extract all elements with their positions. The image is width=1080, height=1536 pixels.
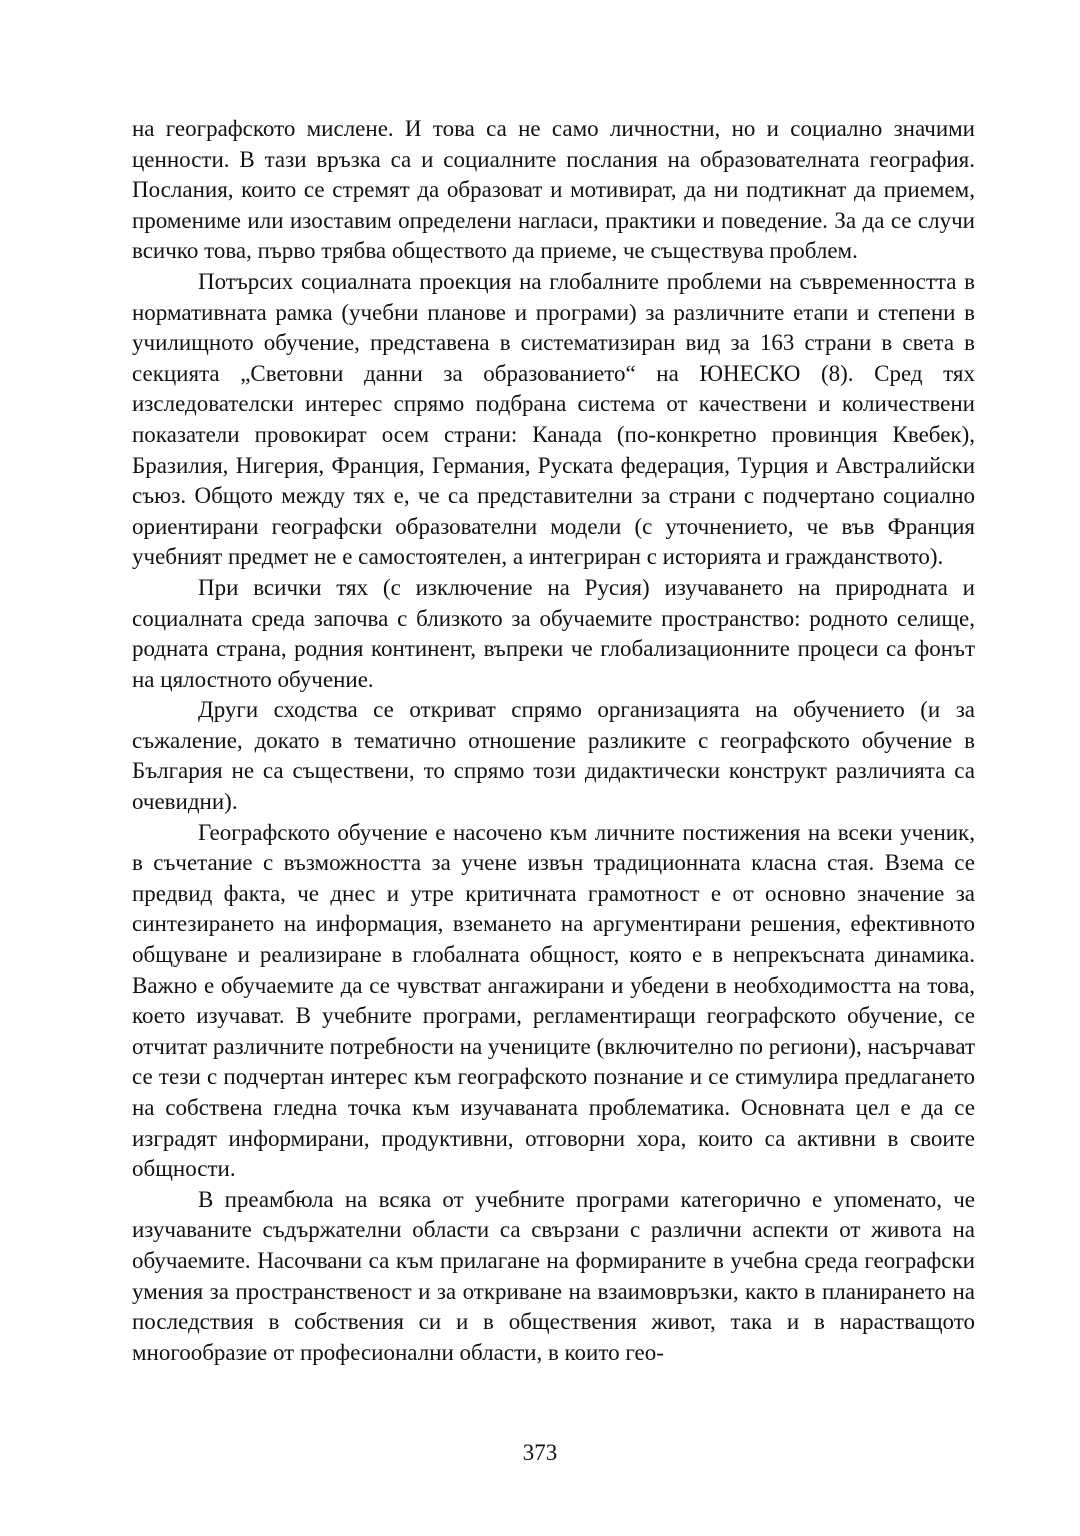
- body-text: [132, 114, 975, 1368]
- paragraph-continuation: на географското мислене. И това са не само личностни, но и социално значими ценности. В тази връзка са и социалните послания на образователната география. Послания, които се стремят да образоват и мотивират, да ни подтикнат да приемем, промениме или изоставим определени нагласи, практики и поведение. За да се случи всичко това, първо трябва обществото да приеме, че съществува проблем.: [132, 116, 975, 264]
- paragraph-social-projection: Потърсих социалната проекция на глобалните проблеми на съвременността в нормативната рамка (учебни планове и програми) за различните етапи и степени в училищното обучение, представена в систематизиран вид за 163 страни в света в секцията „Световни данни за образованието“ на ЮНЕСКО (8). Сред тях изследователски интерес спрямо подбрана система от качествени и количествени показатели провокират осем страни: Канада (по-конкретно провинция Квебек), Бразилия, Нигерия, Франция, Германия, Руската федерация, Турция и Австралийски съюз. Общото между тях е, че са представителни за страни с подчертано социално ориентирани географски образователни модели (с уточнението, че във Франция учебният предмет не е самостоятелен, а интегриран с историята и гражданството).: [132, 268, 975, 570]
- page-number: 373: [522, 1440, 558, 1465]
- paragraph-organization-similarities: Други сходства се откриват спрямо организацията на обучението (и за съжаление, докато в тематично отношение разликите с географското обучение в България не са съществени, то спрямо този дидактически конструкт различията са очевидни).: [132, 697, 975, 815]
- paragraph-environment-study: При всички тях (с изключение на Русия) изучаването на природната и социалната среда започва с близкото за обучаемите пространство: родното селище, родната страна, родния континент, въпреки че глобализационните процеси са фонът на цялостното обучение.: [132, 574, 975, 692]
- paragraph-geography-education: Географското обучение е насочено към личните постижения на всеки ученик, в съчетание с възможността за учене извън традиционната класна стая. Взема се предвид факта, че днес и утре критичната грамотност е от основно значение за синтезирането на информация, вземането на аргументирани решения, ефективното общуване и реализиране в глобалната общност, която е в непрекъснатa динамика. Важно е обучаемите да се чувстват ангажирани и убедени в необходимостта на това, което изучават. В учебните програми, регламентиращи географското обучение, се отчитат различните потребности на учениците (включително по региони), насърчават се тези с подчертан интерес към географското познание и се стимулира предлагането на собствена гледна точка към изучаваната проблематика. Основната цел е да се изградят информирани, продуктивни, отговорни хора, които са активни в своите общности.: [132, 819, 975, 1182]
- paragraph-preamble: В преамбюла на всяка от учебните програми категорично е упоменато, че изучаваните съдържателни области са свързани с различни аспекти от живота на обучаемите. Насочвани са към прилагане на формираните в учебна среда географски умения за пространственост и за откриване на взаимовръзки, както в планирането на последствия в собствения си и в обществения живот, така и в нарастващото многообразие от професионални области, в които гео-: [132, 1186, 975, 1365]
